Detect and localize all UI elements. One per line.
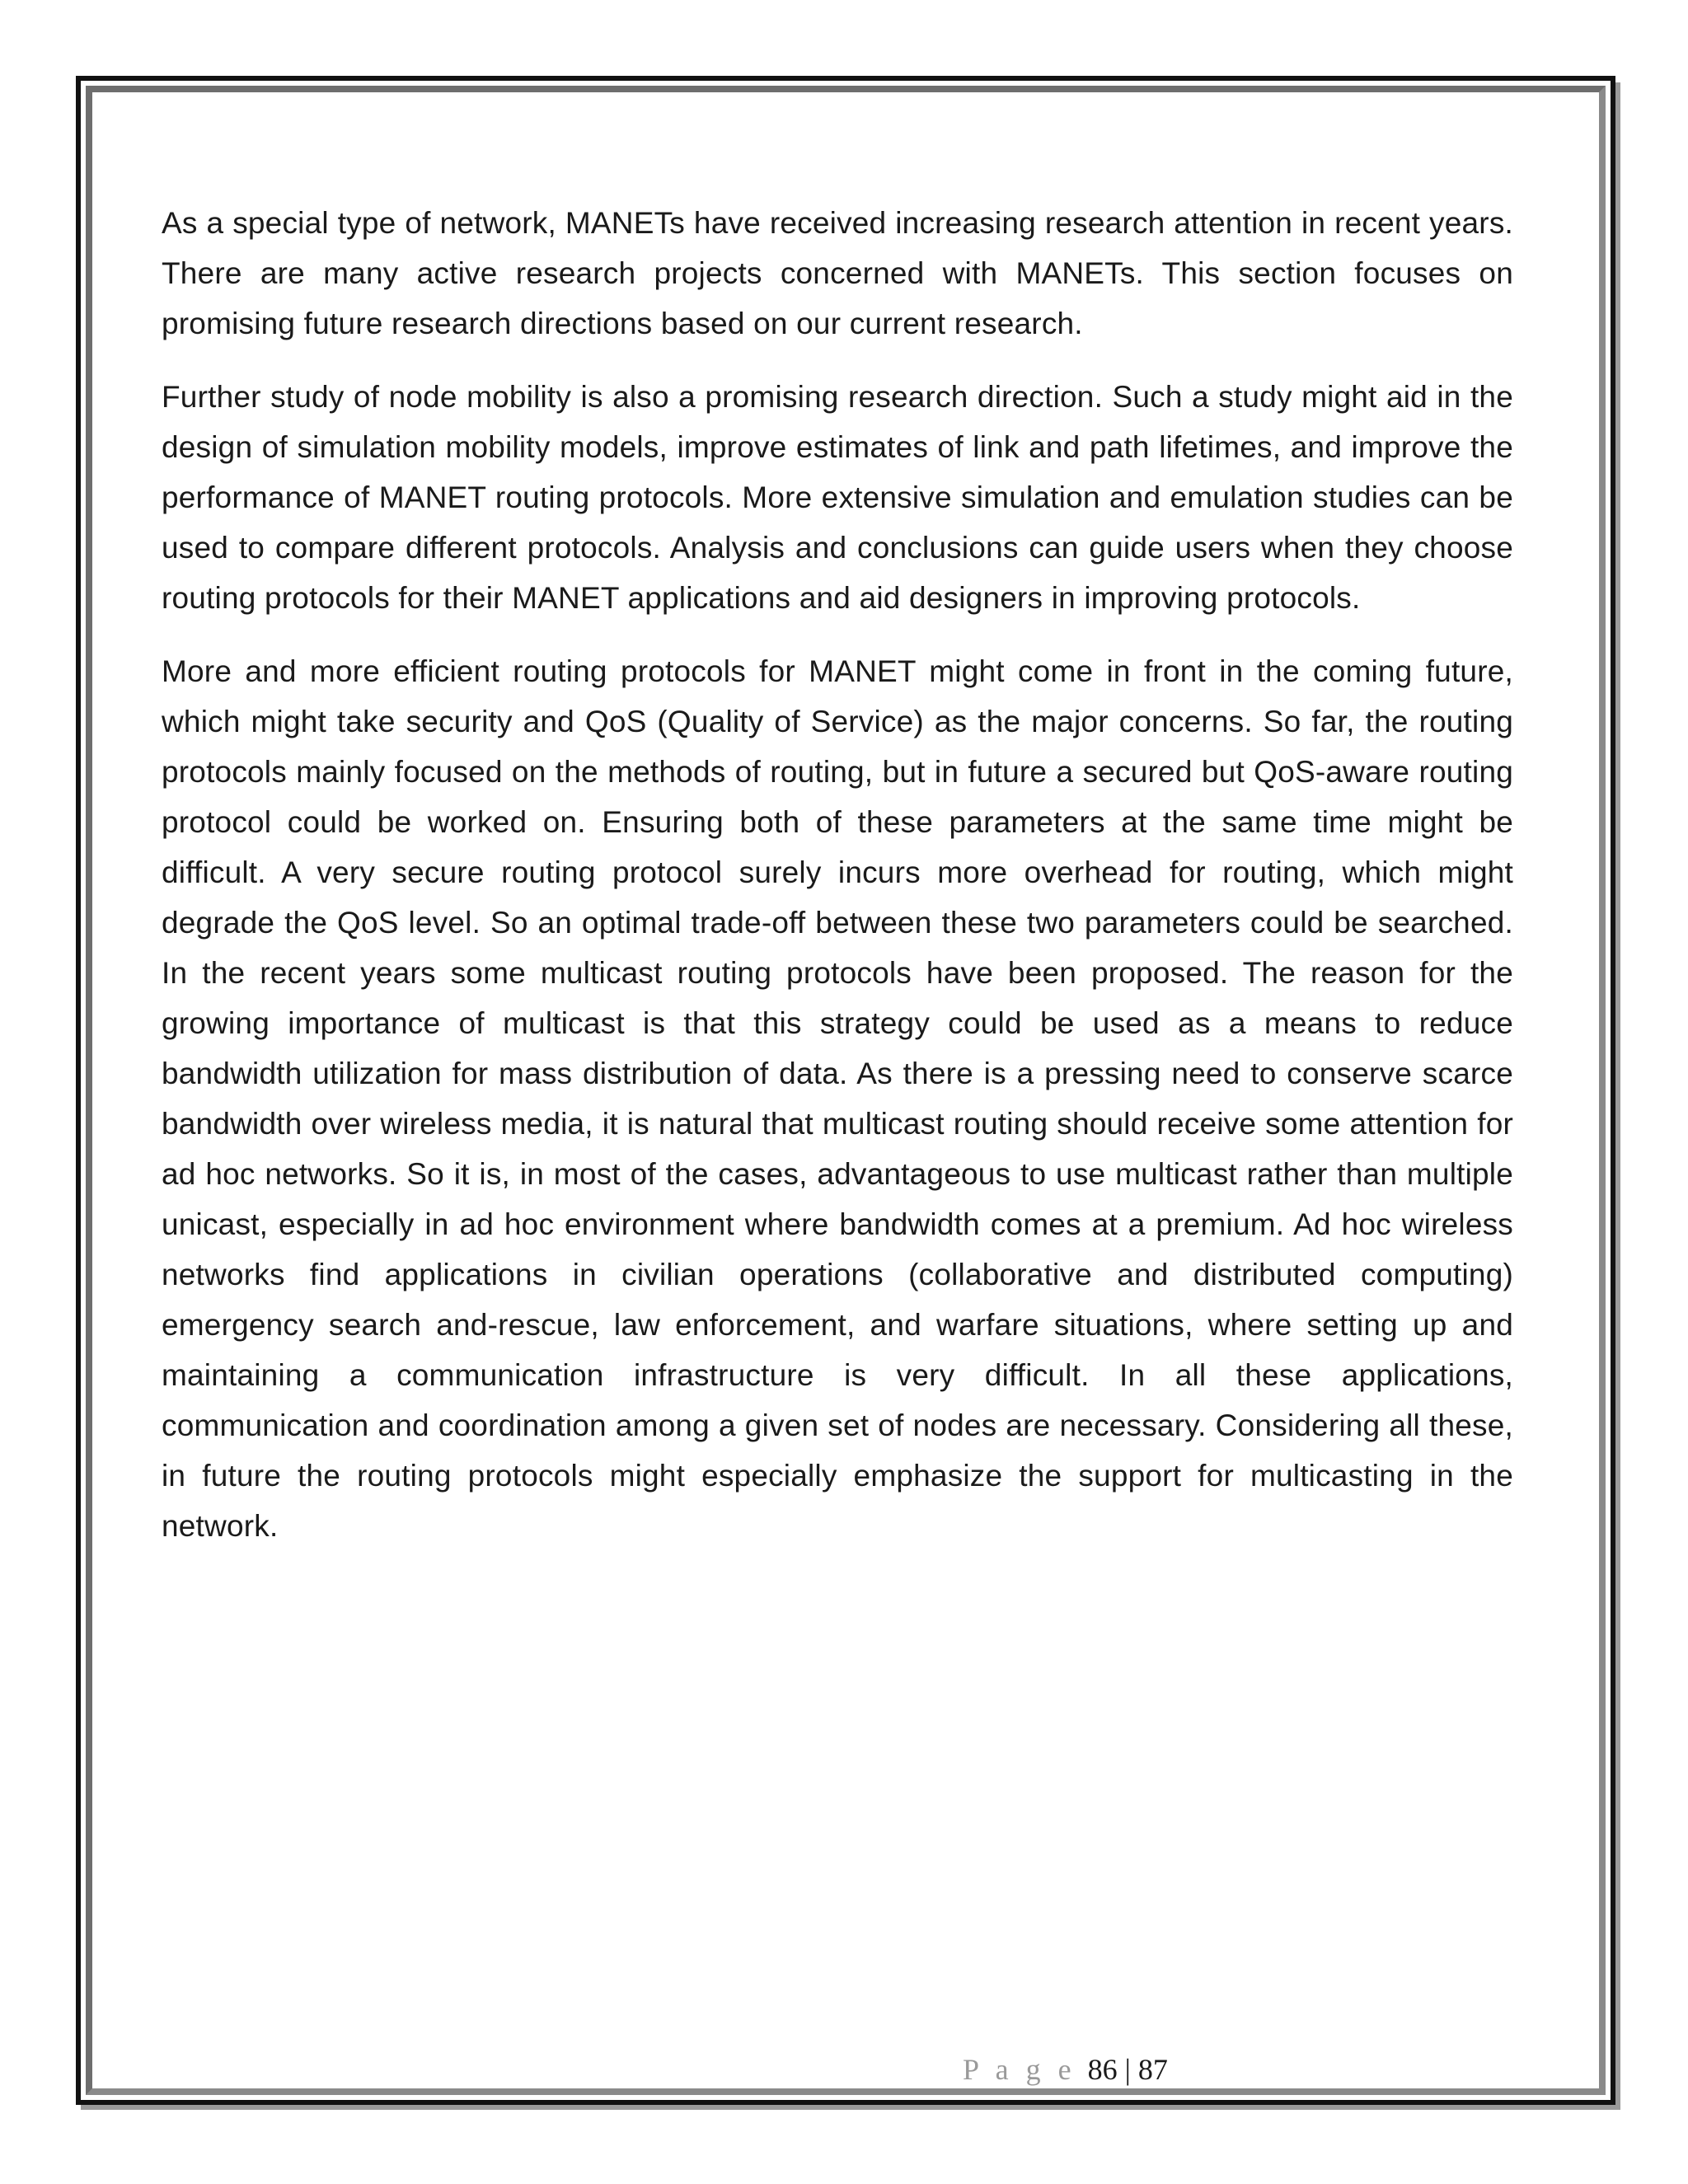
page-footer: [963, 2052, 1168, 2087]
page-border-shadow-right: [1615, 82, 1620, 2110]
page-number: 86 | 87: [1087, 2053, 1168, 2086]
document-body: [162, 198, 1513, 1574]
page-label: P a g e: [963, 2053, 1076, 2086]
page-border-shadow-bottom: [81, 2105, 1620, 2110]
paragraph-intro: As a special type of network, MANETs have received increasing research attention in recent years. There are many active research projects concerned with MANETs. This section focuses on promising future research directions based on our current research.: [162, 206, 1513, 340]
paragraph-efficient-routing: More and more efficient routing protocols for MANET might come in front in the coming future, which might take security and QoS (Quality of Service) as the major concerns. So far, the routing protocols mainly focused on the methods of routing, but in future a secured but QoS-aware routing protocol could be worked on. Ensuring both of these parameters at the same time might be difficult. A very secure routing protocol surely incurs more overhead for routing, which might degrade the QoS level. So an optimal trade-off between these two parameters could be searched. In the recent years some multicast routing protocols have been proposed. The reason for the growing importance of multicast is that this strategy could be used as a means to reduce bandwidth utilization for mass distribution of data. As there is a pressing need to conserve scarce bandwidth over wireless media, it is natural that multicast routing should receive some attention for ad hoc networks. So it is, in most of the cases, advantageous to use multicast rather than multiple unicast, especially in ad hoc environment where bandwidth comes at a premium. Ad hoc wireless networks find applications in civilian operations (collaborative and distributed computing) emergency search and-rescue, law enforcement, and warfare situations, where setting up and maintaining a communication infrastructure is very difficult. In all these applications, communication and coordination among a given set of nodes are necessary. Considering all these, in future the routing protocols might especially emphasize the support for multicasting in the network.: [162, 654, 1513, 1543]
paragraph-node-mobility: Further study of node mobility is also a promising research direction. Such a study might aid in the design of simulation mobility models, improve estimates of link and path lifetimes, and improve the performance of MANET routing protocols. More extensive simulation and emulation studies can be used to compare different protocols. Analysis and conclusions can guide users when they choose routing protocols for their MANET applications and aid designers in improving protocols.: [162, 380, 1513, 615]
